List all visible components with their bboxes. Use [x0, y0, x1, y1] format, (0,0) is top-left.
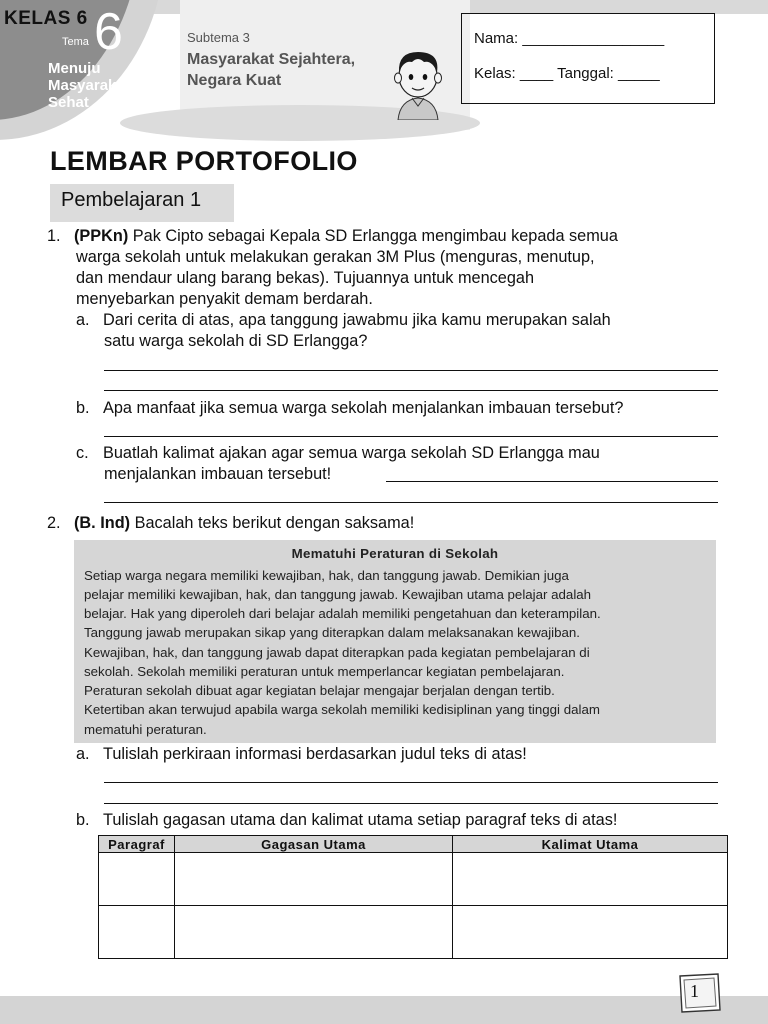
reading-line: Peraturan sekolah dibuat agar kegiatan belajar mengajar berjalan dengan tertib. [84, 683, 555, 698]
reading-line: sekolah. Sekolah memiliki peraturan untuk memperlancar kegiatan pembelajaran. [84, 664, 565, 679]
q2-instruction: Bacalah teks berikut dengan saksama! [130, 514, 415, 532]
table-row [99, 906, 728, 959]
q1-line: menyebarkan penyakit demam berdarah. [76, 290, 373, 308]
subtheme-title-line: Masyarakat Sejahtera, [187, 51, 356, 68]
reading-line: Kewajiban, hak, dan tanggung jawab dapat diterapkan pada kegiatan pembelajaran di [84, 645, 590, 660]
table-cell[interactable] [175, 853, 453, 906]
q1a-line: satu warga sekolah di SD Erlangga? [104, 332, 368, 350]
q1-intro [74, 226, 618, 247]
page-title: LEMBAR PORTOFOLIO [50, 146, 358, 176]
theme-title [48, 60, 130, 111]
table-cell[interactable] [99, 906, 175, 959]
q2b-marker: b. [76, 811, 90, 829]
subtheme-title [187, 49, 355, 91]
table-cell[interactable] [175, 906, 453, 959]
q1-subject: (PPKn) [74, 227, 129, 245]
reading-line: Setiap warga negara memiliki kewajiban, hak, dan tanggung jawab. Demikian juga [84, 568, 569, 583]
theme-title-line: Menuju [48, 60, 101, 77]
section-label: Pembelajaran 1 [50, 184, 234, 222]
reading-title: Mematuhi Peraturan di Sekolah [291, 546, 499, 561]
table-header-row [99, 836, 728, 853]
q1a-answer-line[interactable] [104, 390, 718, 391]
table-header-paragraf: Paragraf [99, 836, 175, 853]
q2a-answer-line[interactable] [104, 782, 718, 783]
reading-line: pelajar memiliki kewajiban, hak, dan tanggung jawab. Kewajiban utama pelajar adalah [84, 587, 592, 602]
reading-line: mematuhi peraturan. [84, 722, 207, 737]
q2a-text: Tulislah perkiraan informasi berdasarkan judul teks di atas! [103, 745, 527, 763]
subtheme-label: Subtema 3 [187, 30, 250, 45]
boy-illustration-icon [388, 44, 448, 120]
q2a-answer-line[interactable] [104, 803, 718, 804]
q1c-answer-line[interactable] [386, 481, 718, 482]
q1a-line: Dari cerita di atas, apa tanggung jawabmu jika kamu merupakan salah [103, 311, 611, 329]
reading-line: belajar. Hak yang diperoleh dari belajar adalah memiliki pengetahuan dan keterampilan. [84, 606, 601, 621]
reading-line: Tanggung jawab merupakan sikap yang diterapkan dalam melaksanakan kewajiban. [84, 625, 580, 640]
theme-number: 6 [94, 3, 123, 61]
q1c-marker: c. [76, 444, 89, 462]
q1-line: Pak Cipto sebagai Kepala SD Erlangga mengimbau kepada semua [128, 227, 618, 245]
subtheme-title-line: Negara Kuat [187, 72, 282, 89]
table-cell[interactable] [453, 906, 728, 959]
q1-line: warga sekolah untuk melakukan gerakan 3M Plus (menguras, menutup, [76, 248, 595, 266]
table-row [99, 853, 728, 906]
answer-table [98, 835, 728, 959]
reading-passage [74, 540, 716, 743]
q1-line: dan mendaur ulang barang bekas). Tujuannya untuk mencegah [76, 269, 535, 287]
q1a-marker: a. [76, 311, 90, 329]
student-info-box [461, 13, 715, 104]
theme-label: Tema [62, 36, 89, 48]
q1b-marker: b. [76, 399, 90, 417]
q2-subject: (B. Ind) [74, 514, 131, 532]
q2-number: 2. [47, 514, 61, 532]
table-cell[interactable] [99, 853, 175, 906]
reading-line: Ketertiban akan terwujud apabila warga sekolah memiliki kedisiplinan yang tinggi dalam [84, 702, 600, 717]
q1b-text: Apa manfaat jika semua warga sekolah menjalankan imbauan tersebut? [103, 399, 624, 417]
page-number: 1 [690, 981, 699, 1001]
name-field[interactable]: Nama: _________________ [474, 30, 665, 47]
table-header-gagasan: Gagasan Utama [175, 836, 453, 853]
q2-intro [74, 513, 414, 534]
table-header-kalimat: Kalimat Utama [453, 836, 728, 853]
q1c-line: menjalankan imbauan tersebut! [104, 465, 332, 483]
footer-strip [0, 996, 768, 1024]
page-number-tab-icon [674, 972, 724, 1014]
q1b-answer-line[interactable] [104, 436, 718, 437]
class-date-field[interactable]: Kelas: ____ Tanggal: _____ [474, 65, 660, 82]
q1a-answer-line[interactable] [104, 370, 718, 371]
q1c-answer-line[interactable] [104, 502, 718, 503]
theme-title-line: Masyarakat [48, 77, 130, 94]
table-cell[interactable] [453, 853, 728, 906]
q1-number: 1. [47, 227, 61, 245]
q2b-text: Tulislah gagasan utama dan kalimat utama setiap paragraf teks di atas! [103, 811, 618, 829]
theme-title-line: Sehat [48, 94, 89, 111]
q2a-marker: a. [76, 745, 90, 763]
q1c-line: Buatlah kalimat ajakan agar semua warga sekolah SD Erlangga mau [103, 444, 600, 462]
grade-label: KELAS 6 [4, 8, 88, 29]
